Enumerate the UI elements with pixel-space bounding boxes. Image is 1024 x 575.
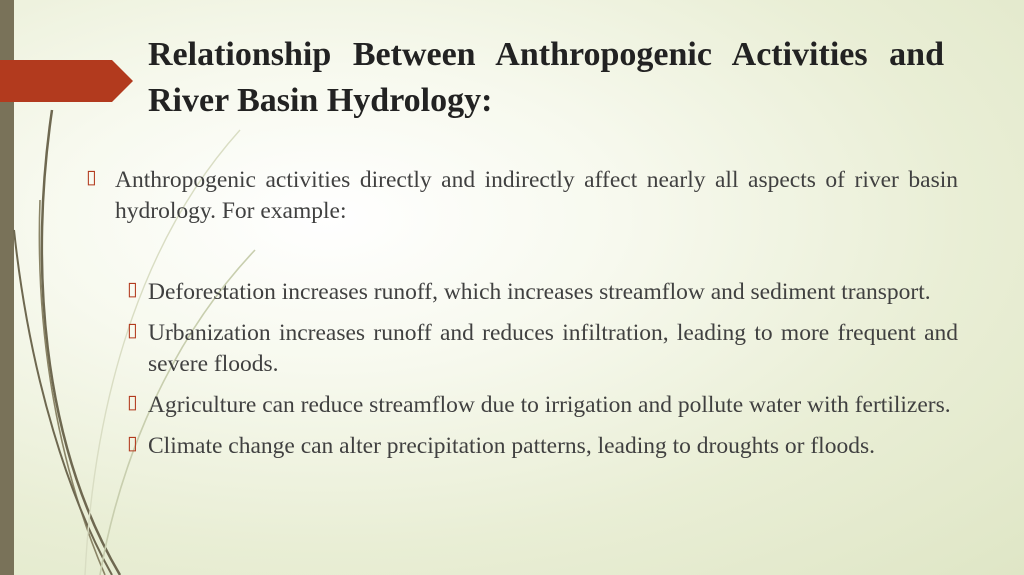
sub-bullet-climate-change xyxy=(127,431,958,462)
accent-arrow-shape xyxy=(0,60,133,102)
sub-bullet-deforestation xyxy=(127,277,958,308)
slide-title: Relationship Between Anthropogenic Activities and River Basin Hydrology: xyxy=(148,36,944,119)
main-bullet-text: Anthropogenic activities directly and indirectly affect nearly all aspects of river basin hydrology. For example: xyxy=(115,167,958,224)
sub-bullet-text: Climate change can alter precipitation patterns, leading to droughts or floods. xyxy=(148,433,875,459)
sub-bullet-text: Agriculture can reduce streamflow due to irrigation and pollute water with fertilizers. xyxy=(148,392,951,418)
sub-bullet-text: Urbanization increases runoff and reduces infiltration, leading to more frequent and severe floods. xyxy=(148,320,958,377)
sub-bullet-urbanization xyxy=(127,318,958,380)
main-bullet xyxy=(86,165,958,227)
sub-bullet-text: Deforestation increases runoff, which increases streamflow and sediment transport. xyxy=(148,279,931,305)
bullet-marker-icon: ▯ xyxy=(86,167,97,188)
bullet-marker-icon: ▯ xyxy=(127,433,138,454)
bullet-marker-icon: ▯ xyxy=(127,279,138,300)
bullet-marker-icon: ▯ xyxy=(127,320,138,341)
bullet-marker-icon: ▯ xyxy=(127,392,138,413)
bullet-list xyxy=(86,165,958,472)
sub-bullet-agriculture xyxy=(127,390,958,421)
